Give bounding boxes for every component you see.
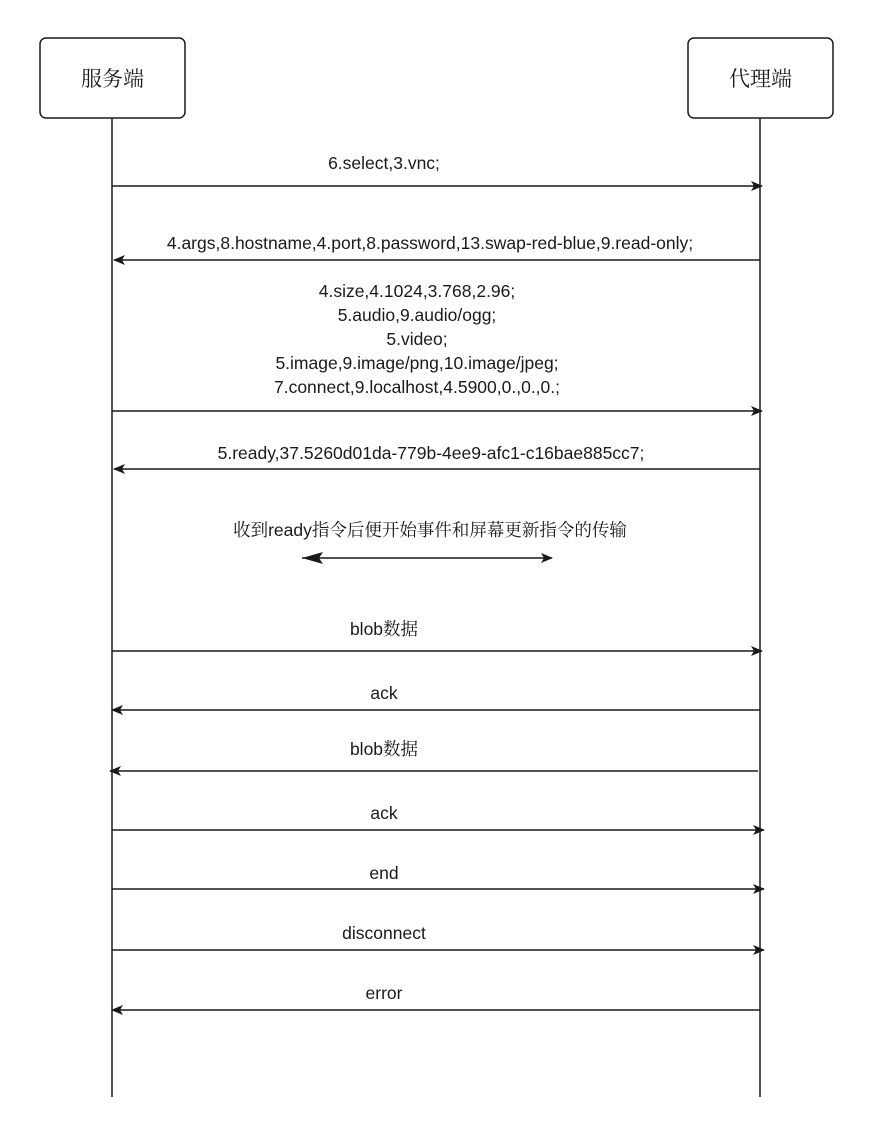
message-10-label: error [365, 983, 403, 1003]
message-2-label-line-3: 5.image,9.image/png,10.image/jpeg; [275, 353, 559, 373]
message-6 [110, 739, 758, 771]
message-2-label-line-0: 4.size,4.1024,3.768,2.96; [318, 281, 516, 301]
ready-note-label: 收到ready指令后便开始事件和屏幕更新指令的传输 [233, 520, 627, 540]
message-0 [112, 153, 762, 186]
message-1 [114, 233, 760, 260]
message-6-label: blob数据 [349, 739, 419, 759]
message-5 [112, 683, 760, 710]
message-2-label-line-2: 5.video; [386, 329, 448, 349]
proxy-actor-label: 代理端 [729, 68, 792, 91]
message-3-label: 5.ready,37.5260d01da-779b-4ee9-afc1-c16bae885cc7; [217, 443, 645, 463]
server-actor [40, 38, 185, 118]
message-9-label: disconnect [342, 923, 426, 943]
proxy-actor [688, 38, 833, 118]
message-4 [112, 619, 762, 651]
message-10 [112, 983, 760, 1010]
message-7 [112, 803, 764, 830]
message-2-label-line-1: 5.audio,9.audio/ogg; [337, 305, 497, 325]
message-7-label: ack [370, 803, 398, 823]
message-4-label: blob数据 [349, 619, 419, 639]
message-2 [112, 281, 762, 411]
message-3 [114, 443, 760, 469]
message-1-label: 4.args,8.hostname,4.port,8.password,13.swap-red-blue,9.read-only; [166, 233, 694, 253]
message-5-label: ack [370, 683, 398, 703]
message-2-label-line-4: 7.connect,9.localhost,4.5900,0.,0.,0.; [273, 377, 561, 397]
message-8 [112, 863, 764, 889]
message-8-label: end [369, 863, 399, 883]
message-0-label: 6.select,3.vnc; [328, 153, 440, 173]
message-9 [112, 923, 764, 950]
ready-note [233, 520, 627, 564]
server-actor-label: 服务端 [81, 68, 144, 91]
